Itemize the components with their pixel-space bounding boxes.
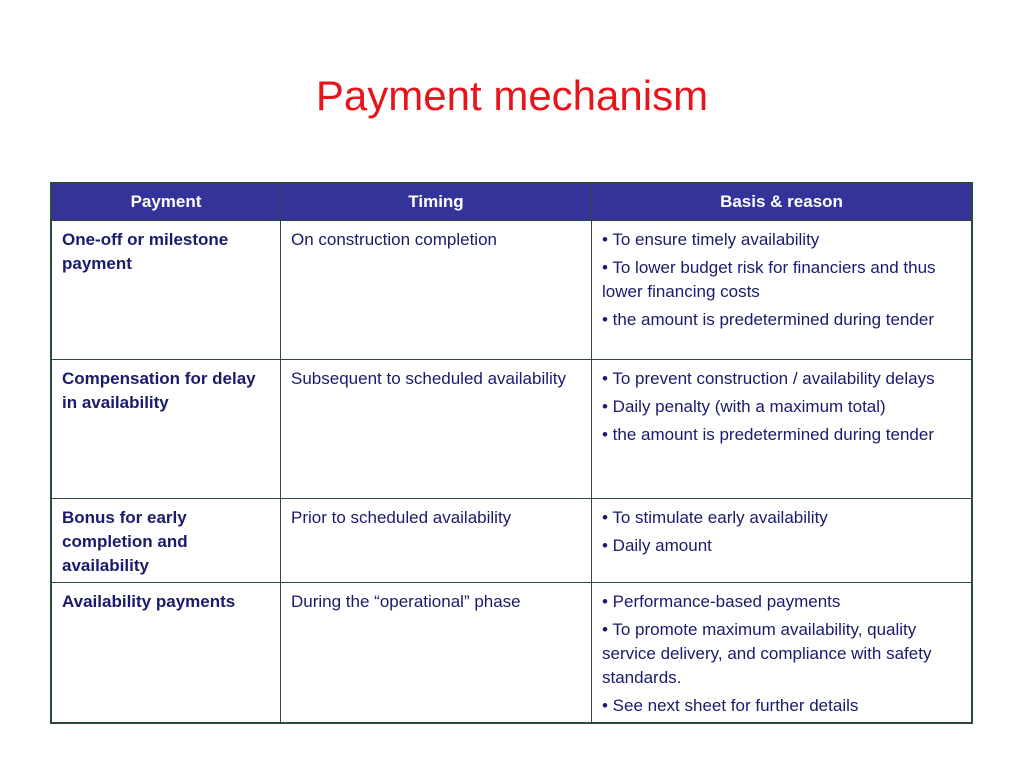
reason-bullet: • See next sheet for further details xyxy=(602,696,859,715)
reason-bullet: • To prevent construction / availability delays xyxy=(602,369,935,388)
reason-bullet: • To promote maximum availability, quality service delivery, and compliance with safety standards. xyxy=(602,620,932,687)
timing-cell: On construction completion xyxy=(281,221,592,360)
reason-bullet: • To stimulate early availability xyxy=(602,508,828,527)
header-timing: Timing xyxy=(281,183,592,221)
reason-cell xyxy=(592,499,973,583)
header-basis-reason: Basis & reason xyxy=(592,183,973,221)
payment-cell: Bonus for early completion and availability xyxy=(51,499,281,583)
table-body xyxy=(51,221,972,724)
payment-cell: One-off or milestone payment xyxy=(51,221,281,360)
slide-title: Payment mechanism xyxy=(315,72,709,119)
timing-cell: Prior to scheduled availability xyxy=(281,499,592,583)
payment-cell: Availability payments xyxy=(51,583,281,724)
table-header xyxy=(51,183,972,221)
header-row xyxy=(51,183,972,221)
payment-mechanism-table xyxy=(50,182,973,724)
reason-bullet: • the amount is predetermined during tender xyxy=(602,310,934,329)
header-payment: Payment xyxy=(51,183,281,221)
reason-bullet: • Daily penalty (with a maximum total) xyxy=(602,397,886,416)
table-row xyxy=(51,221,972,360)
table-row xyxy=(51,360,972,499)
timing-cell: During the “operational” phase xyxy=(281,583,592,724)
table-row xyxy=(51,499,972,583)
reason-bullet: • the amount is predetermined during tender xyxy=(602,425,934,444)
reason-cell xyxy=(592,221,973,360)
reason-bullet: • Daily amount xyxy=(602,536,712,555)
payment-cell: Compensation for delay in availability xyxy=(51,360,281,499)
reason-bullet: • To ensure timely availability xyxy=(602,230,820,249)
reason-bullet: • Performance-based payments xyxy=(602,592,841,611)
reason-bullet: • To lower budget risk for financiers and thus lower financing costs xyxy=(602,258,936,301)
timing-cell: Subsequent to scheduled availability xyxy=(281,360,592,499)
reason-cell xyxy=(592,360,973,499)
table-row xyxy=(51,583,972,724)
reason-cell xyxy=(592,583,973,724)
